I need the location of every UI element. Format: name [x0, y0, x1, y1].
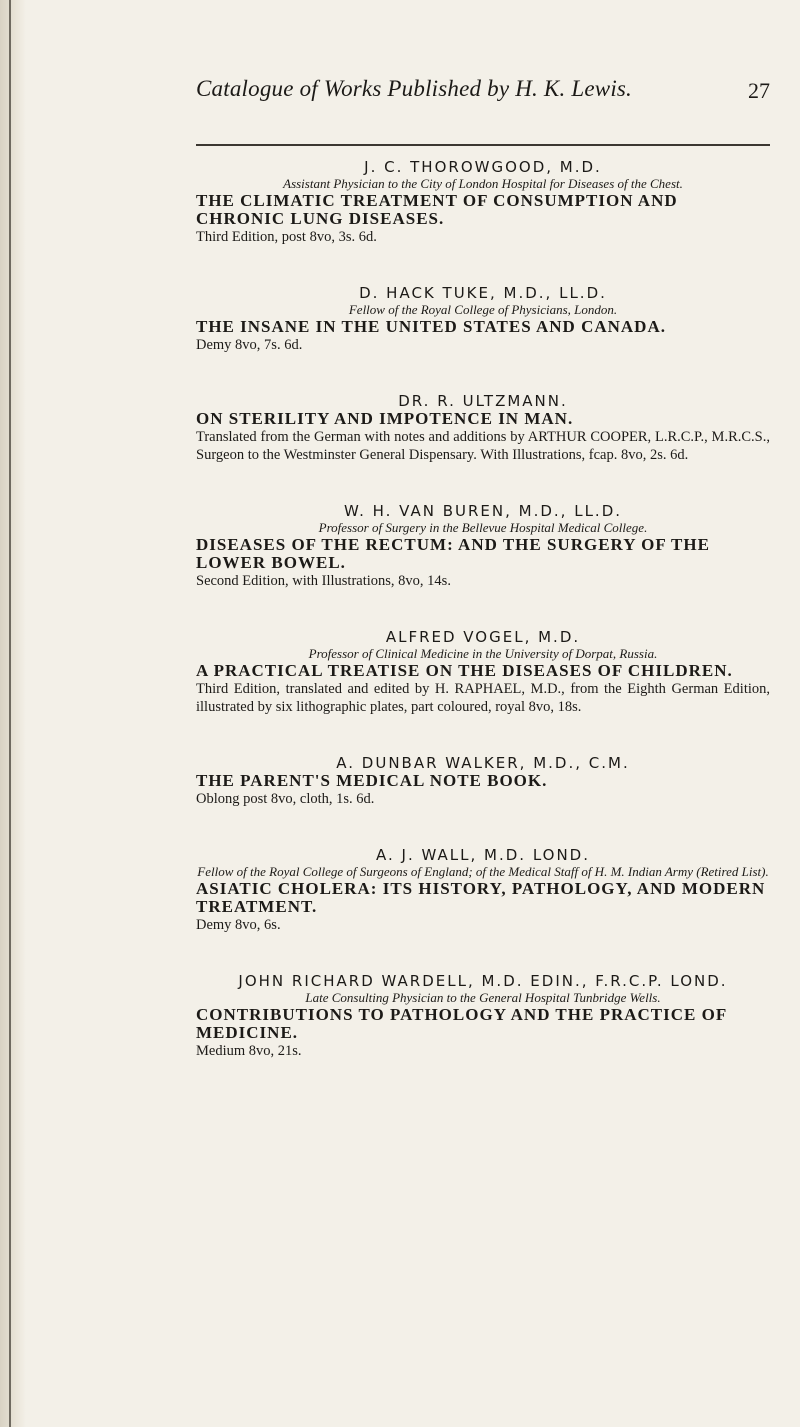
catalogue-entry: [196, 972, 770, 1060]
work-details: Third Edition, post 8vo, 3s. 6d.: [196, 229, 377, 245]
catalogue-entry: [196, 284, 770, 354]
author-credentials: Assistant Physician to the City of London Hospital for Diseases of the Chest.: [283, 176, 683, 191]
work-details: Demy 8vo, 7s. 6d.: [196, 337, 303, 353]
running-title: Catalogue of Works Published by H. K. Lewis.: [196, 76, 633, 101]
author-credentials: Professor of Surgery in the Bellevue Hospital Medical College.: [318, 520, 648, 535]
catalogue-entry: [196, 158, 770, 246]
work-title: CONTRIBUTIONS TO PATHOLOGY AND THE PRACTICE OF MEDICINE.: [196, 1005, 727, 1042]
work-details: Oblong post 8vo, cloth, 1s. 6d.: [196, 791, 375, 807]
header-rule: [196, 144, 770, 146]
author-name: A. DUNBAR WALKER, M.D., C.M.: [336, 754, 630, 772]
catalogue-entry: [196, 628, 770, 716]
work-details: Second Edition, with Illustrations, 8vo, 14s.: [196, 573, 451, 589]
work-details: Demy 8vo, 6s.: [196, 917, 281, 933]
catalogue-entry: [196, 846, 770, 934]
work-details: Third Edition, translated and edited by H. RAPHAEL, M.D., from the Eighth German Edition, illustrated by six lithographic plates, part coloured, royal 8vo, 18s.: [196, 681, 770, 715]
catalogue-entries: [196, 158, 770, 1098]
running-head: [196, 20, 770, 103]
work-title: THE INSANE IN THE UNITED STATES AND CANADA.: [196, 317, 666, 336]
work-title: ASIATIC CHOLERA: ITS HISTORY, PATHOLOGY, AND MODERN TREATMENT.: [196, 879, 766, 916]
author-name: DR. R. ULTZMANN.: [398, 392, 568, 410]
author-credentials: Fellow of the Royal College of Physicians, London.: [348, 302, 618, 317]
work-details: Medium 8vo, 21s.: [196, 1043, 302, 1059]
catalogue-entry: [196, 502, 770, 590]
work-title: DISEASES OF THE RECTUM: AND THE SURGERY OF THE LOWER BOWEL.: [196, 535, 710, 572]
page-number: 27: [748, 78, 770, 103]
work-title: THE CLIMATIC TREATMENT OF CONSUMPTION AND CHRONIC LUNG DISEASES.: [196, 191, 678, 228]
work-title: A PRACTICAL TREATISE ON THE DISEASES OF CHILDREN.: [196, 661, 733, 680]
author-credentials: Fellow of the Royal College of Surgeons of England; of the Medical Staff of H. M. Indian Army (Retired List).: [197, 864, 769, 879]
catalogue-entry: [196, 754, 770, 808]
author-name: W. H. VAN BUREN, M.D., LL.D.: [343, 502, 623, 520]
work-title: ON STERILITY AND IMPOTENCE IN MAN.: [196, 409, 574, 428]
spine-line: [9, 0, 11, 1427]
author-name: J. C. THOROWGOOD, M.D.: [364, 158, 602, 176]
author-credentials: Professor of Clinical Medicine in the University of Dorpat, Russia.: [308, 646, 658, 661]
catalogue-page: [56, 20, 770, 1410]
work-details: Translated from the German with notes and additions by ARTHUR COOPER, L.R.C.P., M.R.C.S., Surgeon to the Westminster General Dispensary. With Illustrations, fcap. 8vo, 2s. 6d.: [196, 429, 770, 463]
author-name: A. J. WALL, M.D. LOND.: [376, 846, 590, 864]
book-spine: [0, 0, 26, 1427]
author-credentials: Late Consulting Physician to the General Hospital Tunbridge Wells.: [305, 990, 661, 1005]
work-title: THE PARENT'S MEDICAL NOTE BOOK.: [196, 771, 548, 790]
author-name: JOHN RICHARD WARDELL, M.D. EDIN., F.R.C.P. LOND.: [238, 972, 728, 990]
author-name: ALFRED VOGEL, M.D.: [385, 628, 581, 646]
catalogue-entry: [196, 392, 770, 464]
author-name: D. HACK TUKE, M.D., LL.D.: [359, 284, 607, 302]
